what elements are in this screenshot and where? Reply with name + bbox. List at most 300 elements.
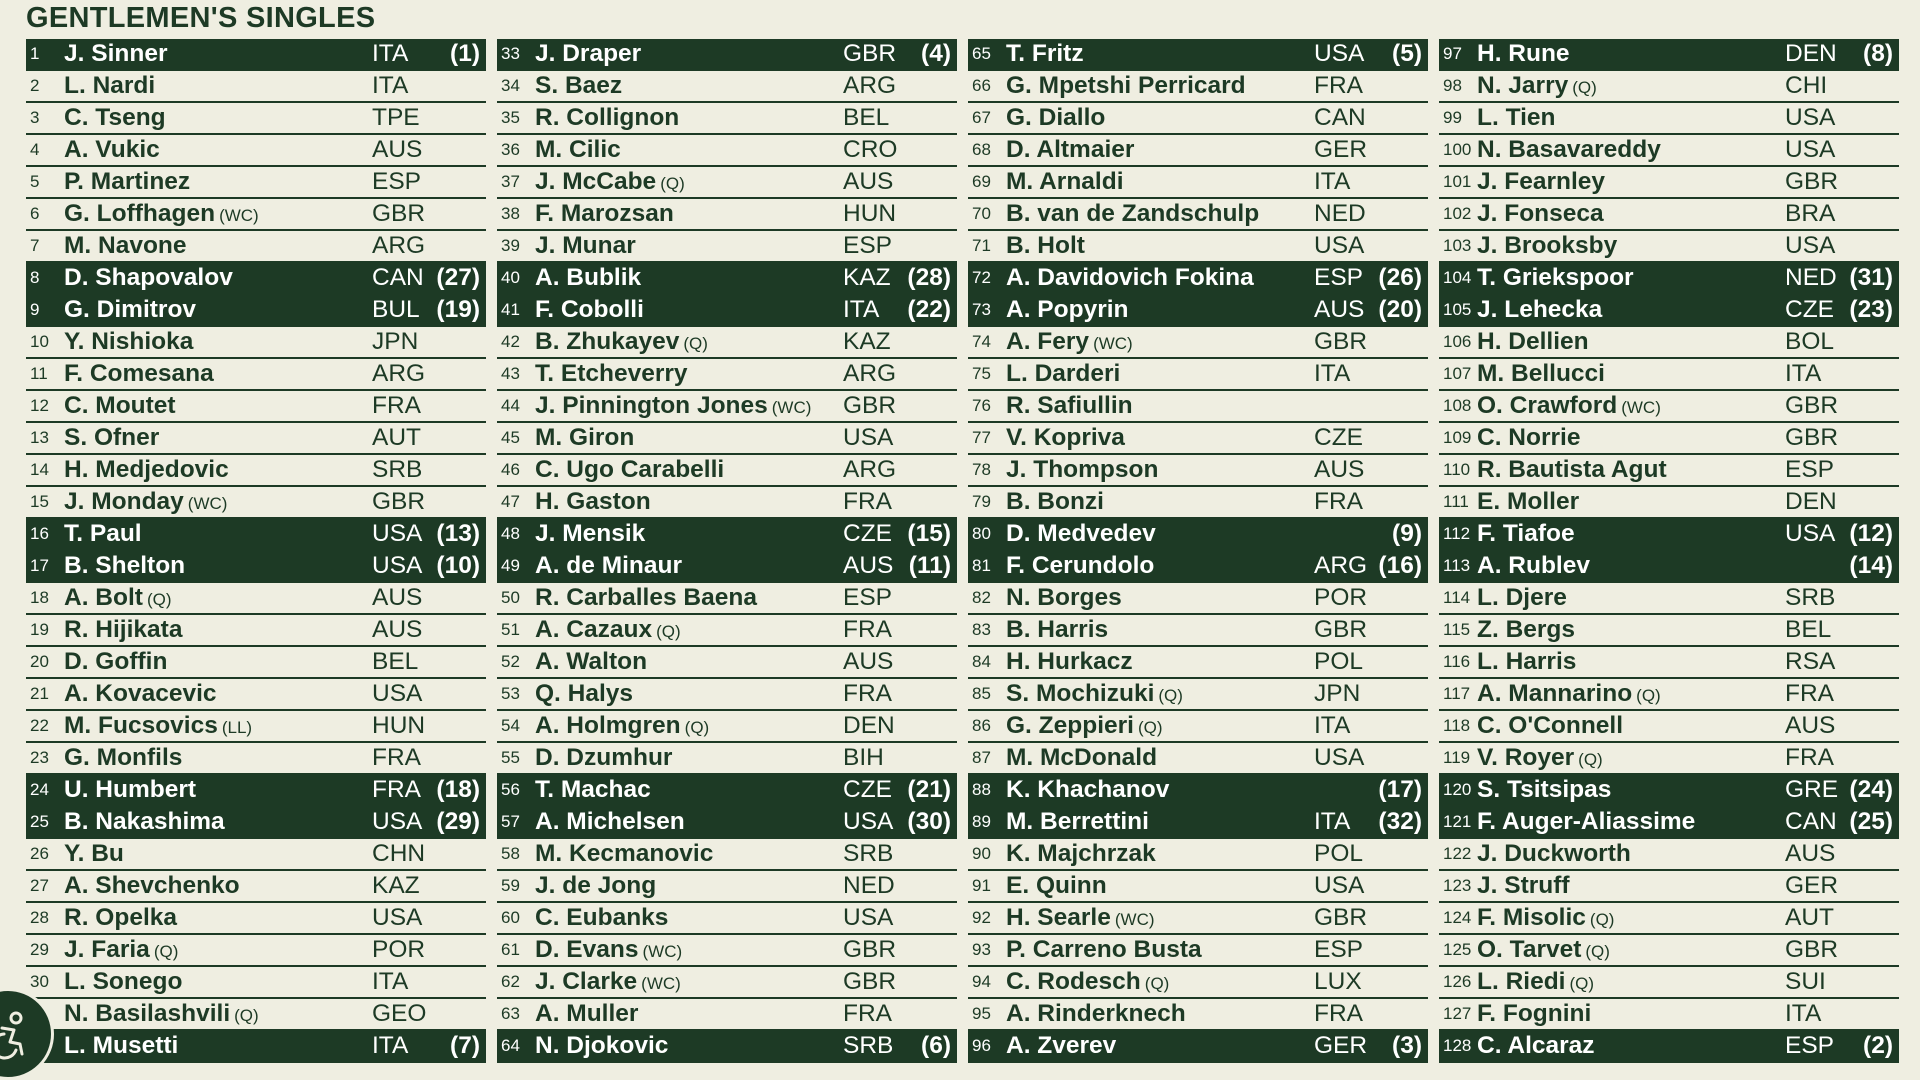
draw-position: 36 bbox=[501, 140, 520, 159]
player-seed: (7) bbox=[450, 1032, 480, 1059]
draw-position: 95 bbox=[972, 1004, 991, 1023]
entry-tag: (WC) bbox=[1621, 398, 1661, 417]
player-row bbox=[26, 199, 486, 231]
player-name-cell bbox=[535, 136, 843, 164]
entry-tag: (WC) bbox=[1114, 910, 1155, 929]
player-name: C. Tseng bbox=[64, 104, 166, 131]
player-name: K. Khachanov bbox=[1006, 776, 1170, 803]
entry-tag: (Q) bbox=[660, 174, 685, 193]
draw-position: 120 bbox=[1443, 780, 1472, 799]
player-name: A. Popyrin bbox=[1006, 296, 1129, 323]
player-name: F. Marozsan bbox=[535, 200, 674, 227]
player-country: USA bbox=[1314, 744, 1365, 771]
draw-position: 105 bbox=[1443, 300, 1472, 319]
player-name: F. Tiafoe bbox=[1477, 520, 1575, 547]
draw-position: 109 bbox=[1443, 428, 1472, 447]
player-name: R. Safiullin bbox=[1006, 392, 1133, 419]
player-name: Y. Bu bbox=[64, 840, 124, 867]
draw-position: 84 bbox=[972, 652, 991, 671]
player-name: L. Djere bbox=[1477, 584, 1567, 611]
draw-position: 76 bbox=[972, 396, 991, 415]
player-seed: (25) bbox=[1849, 808, 1893, 835]
player-country: SRB bbox=[372, 456, 423, 483]
player-country: AUS bbox=[372, 616, 423, 643]
player-row bbox=[968, 519, 1428, 551]
player-name-cell bbox=[1006, 744, 1314, 772]
player-row bbox=[497, 551, 957, 583]
player-name: A. Davidovich Fokina bbox=[1006, 264, 1254, 291]
player-row bbox=[26, 871, 486, 903]
player-row bbox=[968, 647, 1428, 679]
player-name: M. McDonald bbox=[1006, 744, 1158, 771]
entry-tag: (Q) bbox=[234, 1006, 259, 1025]
player-name-cell bbox=[1006, 1000, 1314, 1028]
player-row bbox=[497, 295, 957, 327]
player-country: ARG bbox=[1314, 552, 1368, 579]
player-country: ARG bbox=[372, 360, 426, 387]
player-name-cell bbox=[1477, 616, 1785, 644]
draw-position: 14 bbox=[30, 460, 49, 479]
player-row bbox=[1439, 391, 1899, 423]
player-country: GBR bbox=[1785, 392, 1839, 419]
player-name: C. Ugo Carabelli bbox=[535, 456, 725, 483]
player-name-cell bbox=[1477, 1000, 1785, 1028]
player-row bbox=[968, 359, 1428, 391]
player-row bbox=[1439, 775, 1899, 807]
player-row bbox=[26, 615, 486, 647]
draw-position: 20 bbox=[30, 652, 49, 671]
player-country: CAN bbox=[372, 264, 424, 291]
player-country: FRA bbox=[843, 616, 892, 643]
player-name: A. Zverev bbox=[1006, 1032, 1117, 1059]
player-name: N. Borges bbox=[1006, 584, 1122, 611]
player-name-cell bbox=[1006, 776, 1314, 804]
player-name-cell bbox=[64, 488, 372, 516]
player-country: USA bbox=[843, 808, 894, 835]
player-name: G. Diallo bbox=[1006, 104, 1106, 131]
player-seed: (29) bbox=[436, 808, 480, 835]
player-country: DEN bbox=[843, 712, 895, 739]
draw-position: 103 bbox=[1443, 236, 1472, 255]
player-country: AUS bbox=[843, 648, 894, 675]
player-country: USA bbox=[843, 904, 894, 931]
player-country: USA bbox=[372, 808, 423, 835]
player-row bbox=[26, 935, 486, 967]
player-seed: (1) bbox=[450, 40, 480, 67]
draw-position: 98 bbox=[1443, 76, 1462, 95]
player-row bbox=[1439, 103, 1899, 135]
draw-position: 59 bbox=[501, 876, 520, 895]
player-country: BOL bbox=[1785, 328, 1835, 355]
player-name: C. Norrie bbox=[1477, 424, 1581, 451]
player-name-cell bbox=[535, 680, 843, 708]
player-name-cell bbox=[1477, 936, 1785, 964]
player-country: ITA bbox=[1314, 808, 1351, 835]
player-country: POL bbox=[1314, 648, 1364, 675]
player-name-cell bbox=[1477, 904, 1785, 932]
player-country: AUT bbox=[1785, 904, 1834, 931]
player-seed: (24) bbox=[1849, 776, 1893, 803]
player-row bbox=[968, 327, 1428, 359]
player-country: BEL bbox=[843, 104, 890, 131]
player-row bbox=[1439, 487, 1899, 519]
player-row bbox=[497, 391, 957, 423]
player-name: F. Cerundolo bbox=[1006, 552, 1155, 579]
player-country: USA bbox=[1785, 104, 1836, 131]
entry-tag: (WC) bbox=[642, 942, 683, 961]
entry-tag: (Q) bbox=[1144, 974, 1170, 993]
draw-position: 66 bbox=[972, 76, 991, 95]
player-name-cell bbox=[64, 264, 372, 292]
draw-position: 70 bbox=[972, 204, 991, 223]
player-name: C. Eubanks bbox=[535, 904, 669, 931]
player-seed: (16) bbox=[1378, 552, 1422, 579]
draw-position: 97 bbox=[1443, 44, 1462, 63]
accessibility-icon bbox=[0, 1006, 36, 1062]
player-name: F. Fognini bbox=[1477, 1000, 1592, 1027]
player-name: D. Goffin bbox=[64, 648, 168, 675]
player-name-cell bbox=[535, 776, 843, 804]
player-name: V. Royer bbox=[1477, 744, 1575, 771]
player-country: ESP bbox=[1785, 1032, 1835, 1059]
player-row bbox=[1439, 1031, 1899, 1063]
draw-position: 62 bbox=[501, 972, 520, 991]
player-country: CHI bbox=[1785, 72, 1828, 99]
draw-position: 96 bbox=[972, 1036, 991, 1055]
player-row bbox=[968, 455, 1428, 487]
player-country: CZE bbox=[843, 776, 892, 803]
player-seed: (32) bbox=[1378, 808, 1422, 835]
player-country: GBR bbox=[1314, 616, 1368, 643]
player-name: M. Arnaldi bbox=[1006, 168, 1124, 195]
player-name-cell bbox=[535, 40, 843, 68]
draw-position: 44 bbox=[501, 396, 520, 415]
player-row bbox=[497, 359, 957, 391]
player-name-cell bbox=[1477, 232, 1785, 260]
player-country: ESP bbox=[1314, 264, 1364, 291]
player-name: G. Loffhagen bbox=[64, 200, 216, 227]
player-row bbox=[968, 391, 1428, 423]
player-seed: (4) bbox=[921, 40, 951, 67]
player-name-cell bbox=[1006, 296, 1314, 324]
player-country: NED bbox=[1785, 264, 1837, 291]
player-country: CAN bbox=[1785, 808, 1837, 835]
entry-tag: (LL) bbox=[221, 718, 253, 737]
player-row bbox=[497, 103, 957, 135]
draw-position: 7 bbox=[30, 236, 40, 255]
player-seed: (9) bbox=[1392, 520, 1422, 547]
player-row bbox=[26, 39, 486, 71]
player-row bbox=[968, 839, 1428, 871]
draw-position: 52 bbox=[501, 652, 520, 671]
player-country: BRA bbox=[1785, 200, 1836, 227]
player-country: FRA bbox=[1785, 680, 1834, 707]
player-name: E. Moller bbox=[1477, 488, 1580, 515]
player-name: L. Darderi bbox=[1006, 360, 1121, 387]
player-row bbox=[26, 551, 486, 583]
draw-position: 29 bbox=[30, 940, 49, 959]
player-name-cell bbox=[1477, 40, 1785, 68]
player-country: ESP bbox=[1785, 456, 1835, 483]
draw-position: 24 bbox=[30, 780, 49, 799]
player-row bbox=[968, 903, 1428, 935]
player-name-cell bbox=[1006, 584, 1314, 612]
player-name: J. Thompson bbox=[1006, 456, 1159, 483]
draw-position: 55 bbox=[501, 748, 520, 767]
player-name-cell bbox=[64, 456, 372, 484]
player-row bbox=[968, 871, 1428, 903]
draw-position: 49 bbox=[501, 556, 520, 575]
player-name-cell bbox=[1006, 1032, 1314, 1060]
draw-position: 87 bbox=[972, 748, 991, 767]
player-name: A. Muller bbox=[535, 1000, 639, 1027]
player-name-cell bbox=[1006, 200, 1314, 228]
player-name-cell bbox=[535, 360, 843, 388]
draw-position: 53 bbox=[501, 684, 520, 703]
player-row bbox=[968, 231, 1428, 263]
player-row bbox=[497, 327, 957, 359]
draw-position: 35 bbox=[501, 108, 520, 127]
draw-position: 110 bbox=[1443, 460, 1471, 479]
player-name: A. Holmgren bbox=[535, 712, 681, 739]
player-seed: (14) bbox=[1849, 552, 1893, 579]
player-name-cell bbox=[1477, 136, 1785, 164]
player-name-cell bbox=[535, 456, 843, 484]
player-name-cell bbox=[1477, 296, 1785, 324]
player-name-cell bbox=[1477, 200, 1785, 228]
player-name: N. Basavareddy bbox=[1477, 136, 1661, 163]
player-name-cell bbox=[535, 872, 843, 900]
player-name-cell bbox=[1477, 680, 1785, 708]
player-country: NED bbox=[843, 872, 895, 899]
player-country: LUX bbox=[1314, 968, 1362, 995]
player-country: USA bbox=[372, 904, 423, 931]
draw-position: 12 bbox=[30, 396, 49, 415]
draw-position: 41 bbox=[501, 300, 520, 319]
entry-tag: (Q) bbox=[1589, 910, 1615, 929]
draw-position: 30 bbox=[30, 972, 49, 991]
draw-position: 80 bbox=[972, 524, 991, 543]
player-name: R. Opelka bbox=[64, 904, 178, 931]
player-row bbox=[26, 999, 486, 1031]
player-name-cell bbox=[64, 680, 372, 708]
player-name: J. Brooksby bbox=[1477, 232, 1618, 259]
player-name: A. Fery bbox=[1006, 328, 1090, 355]
draw-position: 90 bbox=[972, 844, 991, 863]
draw-position: 124 bbox=[1443, 908, 1472, 927]
draw-position: 28 bbox=[30, 908, 49, 927]
draw-position: 42 bbox=[501, 332, 520, 351]
player-row bbox=[968, 935, 1428, 967]
player-name-cell bbox=[535, 72, 843, 100]
player-name: L. Harris bbox=[1477, 648, 1577, 675]
draw-position: 116 bbox=[1443, 652, 1471, 671]
player-name-cell bbox=[64, 328, 372, 356]
draw-position: 89 bbox=[972, 812, 991, 831]
player-name-cell bbox=[535, 744, 843, 772]
draw-position: 91 bbox=[972, 876, 991, 895]
player-name-cell bbox=[64, 776, 372, 804]
player-row bbox=[497, 199, 957, 231]
player-row bbox=[968, 263, 1428, 295]
player-name-cell bbox=[1006, 648, 1314, 676]
player-name: A. Mannarino bbox=[1477, 680, 1633, 707]
player-row bbox=[968, 967, 1428, 999]
draw-position: 57 bbox=[501, 812, 520, 831]
player-country: ARG bbox=[843, 456, 897, 483]
player-name-cell bbox=[1006, 392, 1314, 420]
player-country: USA bbox=[372, 680, 423, 707]
player-row bbox=[1439, 839, 1899, 871]
player-country: GER bbox=[1314, 1032, 1368, 1059]
draw-position: 3 bbox=[30, 108, 40, 127]
player-name-cell bbox=[64, 712, 372, 740]
player-name-cell bbox=[64, 72, 372, 100]
player-name-cell bbox=[1006, 328, 1314, 356]
player-country: ITA bbox=[372, 40, 409, 67]
player-name-cell bbox=[1006, 360, 1314, 388]
player-country: AUS bbox=[843, 168, 894, 195]
player-name-cell bbox=[64, 392, 372, 420]
player-name-cell bbox=[64, 840, 372, 868]
player-name: Z. Bergs bbox=[1477, 616, 1576, 643]
player-row bbox=[497, 39, 957, 71]
player-name-cell bbox=[64, 936, 372, 964]
entry-tag: (Q) bbox=[153, 942, 179, 961]
player-name: C. Moutet bbox=[64, 392, 176, 419]
player-name: N. Jarry bbox=[1477, 72, 1569, 99]
player-country: ITA bbox=[843, 296, 880, 323]
draw-position: 85 bbox=[972, 684, 991, 703]
player-name-cell bbox=[1477, 360, 1785, 388]
player-country: GBR bbox=[1785, 424, 1839, 451]
entry-tag: (WC) bbox=[1093, 334, 1133, 353]
player-country: AUS bbox=[1785, 840, 1836, 867]
draw-position: 17 bbox=[30, 556, 49, 575]
player-country: SRB bbox=[1785, 584, 1836, 611]
player-row bbox=[497, 135, 957, 167]
draw-position: 2 bbox=[30, 76, 40, 95]
player-name: M. Cilic bbox=[535, 136, 621, 163]
draw-position: 56 bbox=[501, 780, 520, 799]
draw-position: 9 bbox=[30, 300, 40, 319]
player-country: TPE bbox=[372, 104, 420, 131]
draw-position: 83 bbox=[972, 620, 991, 639]
player-row bbox=[497, 935, 957, 967]
player-row bbox=[1439, 615, 1899, 647]
player-row bbox=[1439, 999, 1899, 1031]
draw-columns bbox=[26, 39, 1899, 1063]
player-name-cell bbox=[1006, 168, 1314, 196]
entry-tag: (Q) bbox=[683, 334, 708, 353]
draw-position: 101 bbox=[1443, 172, 1472, 191]
player-row bbox=[968, 1031, 1428, 1063]
player-row bbox=[968, 583, 1428, 615]
draw-position: 13 bbox=[30, 428, 49, 447]
player-name-cell bbox=[1477, 712, 1785, 740]
player-row bbox=[497, 871, 957, 903]
player-country: KAZ bbox=[372, 872, 420, 899]
player-name: J. de Jong bbox=[535, 872, 657, 899]
player-name: J. Pinnington Jones bbox=[535, 392, 768, 419]
draw-position: 86 bbox=[972, 716, 991, 735]
draw-position: 118 bbox=[1443, 716, 1471, 735]
draw-position: 88 bbox=[972, 780, 991, 799]
player-name: O. Crawford bbox=[1477, 392, 1618, 419]
player-name-cell bbox=[1006, 488, 1314, 516]
player-country: POR bbox=[372, 936, 426, 963]
player-name-cell bbox=[1006, 40, 1314, 68]
entry-tag: (Q) bbox=[1137, 718, 1163, 737]
player-name-cell bbox=[535, 616, 843, 644]
player-country: USA bbox=[1314, 872, 1365, 899]
player-row bbox=[26, 327, 486, 359]
player-name-cell bbox=[1477, 840, 1785, 868]
player-row bbox=[968, 807, 1428, 839]
draw-position: 107 bbox=[1443, 364, 1472, 383]
player-country: NED bbox=[1314, 200, 1366, 227]
draw-position: 43 bbox=[501, 364, 520, 383]
player-row bbox=[26, 583, 486, 615]
player-country: SRB bbox=[843, 1032, 894, 1059]
player-seed: (21) bbox=[907, 776, 951, 803]
player-name-cell bbox=[1477, 104, 1785, 132]
player-name-cell bbox=[535, 648, 843, 676]
player-name: K. Majchrzak bbox=[1006, 840, 1156, 867]
player-row bbox=[26, 647, 486, 679]
player-name: L. Nardi bbox=[64, 72, 156, 99]
player-name-cell bbox=[1006, 424, 1314, 452]
player-row bbox=[1439, 359, 1899, 391]
player-name: C. O'Connell bbox=[1477, 712, 1624, 739]
entry-tag: (Q) bbox=[1585, 942, 1610, 961]
player-country: GBR bbox=[843, 936, 897, 963]
player-seed: (19) bbox=[436, 296, 480, 323]
player-country: ITA bbox=[1314, 168, 1351, 195]
player-row bbox=[497, 583, 957, 615]
player-name: J. Duckworth bbox=[1477, 840, 1631, 867]
draw-position: 8 bbox=[30, 268, 40, 287]
player-country: BEL bbox=[372, 648, 419, 675]
entry-tag: (Q) bbox=[146, 590, 172, 609]
draw-position: 33 bbox=[501, 44, 520, 63]
player-country: ITA bbox=[372, 72, 409, 99]
player-name-cell bbox=[535, 520, 843, 548]
player-name: S. Tsitsipas bbox=[1477, 776, 1612, 803]
player-seed: (2) bbox=[1863, 1032, 1893, 1059]
player-country: DEN bbox=[1785, 40, 1837, 67]
player-name-cell bbox=[1477, 328, 1785, 356]
player-name-cell bbox=[64, 552, 372, 580]
player-row bbox=[968, 551, 1428, 583]
player-name: L. Sonego bbox=[64, 968, 183, 995]
draw-position: 100 bbox=[1443, 140, 1472, 159]
draw-position: 10 bbox=[30, 332, 49, 351]
player-name-cell bbox=[1477, 520, 1785, 548]
player-name: M. Berrettini bbox=[1006, 808, 1149, 835]
player-name-cell bbox=[64, 520, 372, 548]
player-row bbox=[1439, 39, 1899, 71]
player-name: S. Baez bbox=[535, 72, 623, 99]
entry-tag: (WC) bbox=[187, 494, 228, 513]
player-country: KAZ bbox=[843, 328, 891, 355]
player-row bbox=[1439, 231, 1899, 263]
player-name: J. Mensik bbox=[535, 520, 646, 547]
draw-position: 71 bbox=[972, 236, 991, 255]
player-row bbox=[26, 391, 486, 423]
player-country: GBR bbox=[1314, 904, 1368, 931]
player-row bbox=[497, 711, 957, 743]
